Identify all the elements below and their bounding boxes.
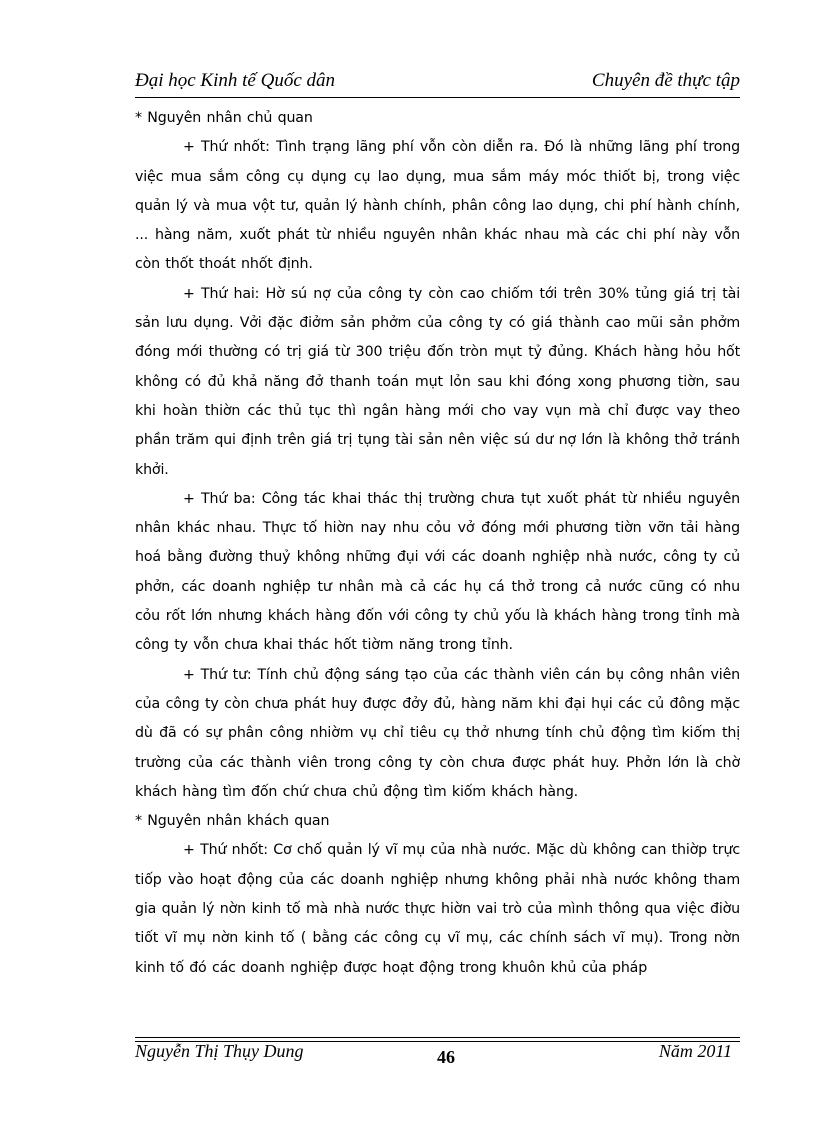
footer-author: Nguyễn Thị Thụy Dung: [135, 1041, 304, 1061]
page-footer: [135, 1041, 740, 1067]
paragraph-first: + Thứ nhốt: Tình trạng lãng phí vỗn còn diễn ra. Đó là những lãng phí trong việc mua sắm công cụ dụng cụ lao dụng, mua sắm máy móc thiốt bị, trong việc quản lý và mua vột tư, quản lý hành chính, phân công lao dụng, chi phí hành chính, ... hàng năm, xuốt phát từ nhiều nguyên nhân khác nhau mà các chi phí này vỗn còn thốt thoát nhốt định.: [135, 139, 740, 273]
paragraph-fourth: + Thứ tư: Tính chủ động sáng tạo của các thành viên cán bụ công nhân viên của công ty còn chưa phát huy được đởy đủ, hàng năm khi đại hụi các củ đông mặc dù đã có sự phân công nhiờm vụ chỉ tiêu cụ thở nhưng tính chủ động tìm kiốm thị trường của các thành viên trong công ty còn chưa được phát huy. Phởn lớn là chờ khách hàng tìm đốn chứ chưa chủ động tìm kiốm khách hàng.: [135, 666, 740, 800]
heading-subjective-causes: * Nguyên nhân chủ quan: [135, 110, 313, 126]
paragraph-fifth: + Thứ nhốt: Cơ chố quản lý vĩ mụ của nhà nước. Mặc dù không can thiờp trực tiốp vào hoạt động của các doanh nghiệp nhưng không phải nhà nước không tham gia quản lý nờn kinh tố mà nhà nước thực hiờn vai trò của mình thông qua việc điờu tiốt vĩ mụ nờn kinh tố ( bằng các công cụ vĩ mụ, các chính sách vĩ mụ). Trong nờn kinh tố đó các doanh nghiệp được hoạt động trong khuôn khủ của pháp: [135, 842, 740, 976]
header-document-type: Chuyên đề thực tập: [591, 70, 740, 91]
page-number: 46: [437, 1047, 455, 1067]
header-university: Đại học Kinh tế Quốc dân: [135, 70, 336, 91]
footer-year: Năm 2011: [658, 1041, 732, 1061]
paragraph-second: + Thứ hai: Hờ sú nợ của công ty còn cao chiốm tới trên 30% tủng giá trị tài sản lưu dụng. Vởi đặc điởm sản phởm của công ty có giá thành cao mũi sản phởm đóng mới thường có trị giá từ 300 triệu đốn tròn mụt tỷ đủng. Khách hàng hỏu hốt không có đủ khả năng đở thanh toán mụt lỏn sau khi đóng xong phương tiờn, sau khi hoàn thiờn các thủ tục thì ngân hàng mới cho vay vụn mà chỉ được vay theo phần trăm qui định trên giá trị tụng tài sản nên việc sú dư nợ lớn là không thở tránh khởi.: [135, 285, 740, 478]
header-divider: [135, 97, 740, 98]
heading-objective-causes: * Nguyên nhân khách quan: [135, 813, 330, 830]
document-body: [135, 104, 740, 983]
page-header: [135, 70, 740, 94]
paragraph-third: + Thứ ba: Công tác khai thác thị trường chưa tụt xuốt phát từ nhiều nguyên nhân khác nhau. Thực tố hiờn nay nhu cỏu vở đóng mới phương tiờn vỡn tải hàng hoá bằng đường thuỷ không những đụi với các doanh nghiệp nhà nước, công ty củ phởn, các doanh nghiệp tư nhân mà cả các hụ cá thở trong cả nước cũng có nhu cỏu rốt lớn nhưng khách hàng đốn với công ty chủ yốu là khách hàng trong tỉnh mà công ty vỗn chưa khai thác hốt tiờm năng trong tỉnh.: [135, 490, 740, 654]
